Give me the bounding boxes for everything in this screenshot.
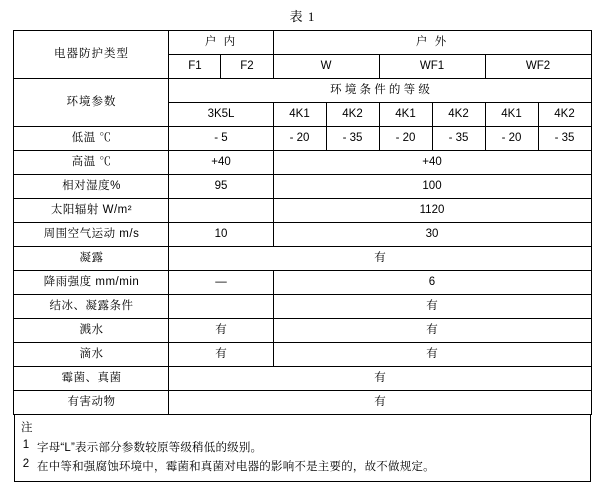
cell-col-wf1: WF1 bbox=[379, 55, 485, 79]
note-number: 1 bbox=[22, 439, 30, 451]
table-row bbox=[14, 199, 591, 223]
table-row bbox=[14, 367, 591, 391]
note-item bbox=[15, 438, 590, 457]
note-text: 在中等和强腐蚀环境中，霉菌和真菌对电器的影响不是主要的，故不做规定。 bbox=[37, 461, 435, 473]
row-label-high-temp: 高温 ℃ bbox=[14, 151, 169, 175]
row-label-rain-intensity: 降雨强度 mm/min bbox=[14, 271, 169, 295]
cell-protection-type: 电器防护类型 bbox=[14, 31, 169, 79]
table-caption: 表 1 bbox=[289, 9, 316, 24]
table-notes-section bbox=[14, 415, 591, 482]
value-low-temp-wf2-4k2: - 35 bbox=[538, 127, 591, 151]
note-text: 字母“L”表示部分参数较原等级稍低的级别。 bbox=[37, 442, 263, 454]
value-low-temp-3k5l: - 5 bbox=[169, 127, 273, 151]
table-row-header-params bbox=[14, 79, 591, 103]
table-row bbox=[14, 271, 591, 295]
value-solar-outdoor: 1120 bbox=[273, 199, 591, 223]
value-rain-outdoor: 6 bbox=[273, 271, 591, 295]
table-row bbox=[14, 343, 591, 367]
cell-grade-wf1-4k1: 4K1 bbox=[379, 103, 432, 127]
notes-title: 注 bbox=[21, 422, 33, 434]
table-row bbox=[14, 127, 591, 151]
row-label-mold-fungus: 霉菌、真菌 bbox=[14, 367, 169, 391]
value-high-temp-outdoor: +40 bbox=[273, 151, 591, 175]
value-harmful-animals: 有 bbox=[169, 391, 591, 415]
row-label-drip-water: 滴水 bbox=[14, 343, 169, 367]
cell-grade-wf2-4k1: 4K1 bbox=[485, 103, 538, 127]
table-row bbox=[14, 223, 591, 247]
value-low-temp-w-4k2: - 35 bbox=[326, 127, 379, 151]
note-item bbox=[15, 457, 590, 476]
value-low-temp-wf1-4k1: - 20 bbox=[379, 127, 432, 151]
value-low-temp-wf2-4k1: - 20 bbox=[485, 127, 538, 151]
cell-indoor-group: 户 内 bbox=[169, 31, 273, 55]
value-splash-indoor: 有 bbox=[169, 319, 273, 343]
value-ice-outdoor: 有 bbox=[273, 295, 591, 319]
value-rain-indoor: — bbox=[169, 271, 273, 295]
cell-col-wf2: WF2 bbox=[485, 55, 591, 79]
value-humidity-indoor: 95 bbox=[169, 175, 273, 199]
cell-grade-w-4k1: 4K1 bbox=[273, 103, 326, 127]
value-high-temp-indoor: +40 bbox=[169, 151, 273, 175]
cell-col-f2: F2 bbox=[221, 55, 273, 79]
value-drip-indoor: 有 bbox=[169, 343, 273, 367]
cell-grade-wf1-4k2: 4K2 bbox=[432, 103, 485, 127]
value-mold-fungus: 有 bbox=[169, 367, 591, 391]
value-low-temp-wf1-4k2: - 35 bbox=[432, 127, 485, 151]
table-row bbox=[14, 391, 591, 415]
value-splash-outdoor: 有 bbox=[273, 319, 591, 343]
cell-grade-wf2-4k2: 4K2 bbox=[538, 103, 591, 127]
table-row bbox=[14, 151, 591, 175]
table-row bbox=[14, 175, 591, 199]
row-label-splash-water: 溅水 bbox=[14, 319, 169, 343]
row-label-low-temp: 低温 ℃ bbox=[14, 127, 169, 151]
cell-outdoor-group: 户 外 bbox=[273, 31, 591, 55]
cell-col-w: W bbox=[273, 55, 379, 79]
row-label-humidity: 相对湿度% bbox=[14, 175, 169, 199]
table-row bbox=[14, 247, 591, 271]
notes bbox=[15, 415, 590, 481]
value-humidity-outdoor: 100 bbox=[273, 175, 591, 199]
value-drip-outdoor: 有 bbox=[273, 343, 591, 367]
row-label-harmful-animals: 有害动物 bbox=[14, 391, 169, 415]
cell-grade-3k5l: 3K5L bbox=[169, 103, 273, 127]
cell-env-params: 环境参数 bbox=[14, 79, 169, 127]
table-row bbox=[14, 319, 591, 343]
value-ice-indoor bbox=[169, 295, 273, 319]
value-air-indoor: 10 bbox=[169, 223, 273, 247]
table-row-header-type bbox=[14, 31, 591, 55]
row-label-solar-radiation: 太阳辐射 W/m² bbox=[14, 199, 169, 223]
row-label-condensation: 凝露 bbox=[14, 247, 169, 271]
value-low-temp-w-4k1: - 20 bbox=[273, 127, 326, 151]
cell-grade-title: 环 境 条 件 的 等 级 bbox=[169, 79, 591, 103]
cell-col-f1: F1 bbox=[169, 55, 221, 79]
value-condensation: 有 bbox=[169, 247, 591, 271]
cell-grade-w-4k2: 4K2 bbox=[326, 103, 379, 127]
environment-conditions-table bbox=[13, 30, 591, 415]
row-label-ice-condensation: 结冰、凝露条件 bbox=[14, 295, 169, 319]
table-row bbox=[14, 295, 591, 319]
value-solar-indoor bbox=[169, 199, 273, 223]
note-number: 2 bbox=[22, 458, 30, 470]
value-air-outdoor: 30 bbox=[273, 223, 591, 247]
row-label-air-movement: 周围空气运动 m/s bbox=[14, 223, 169, 247]
